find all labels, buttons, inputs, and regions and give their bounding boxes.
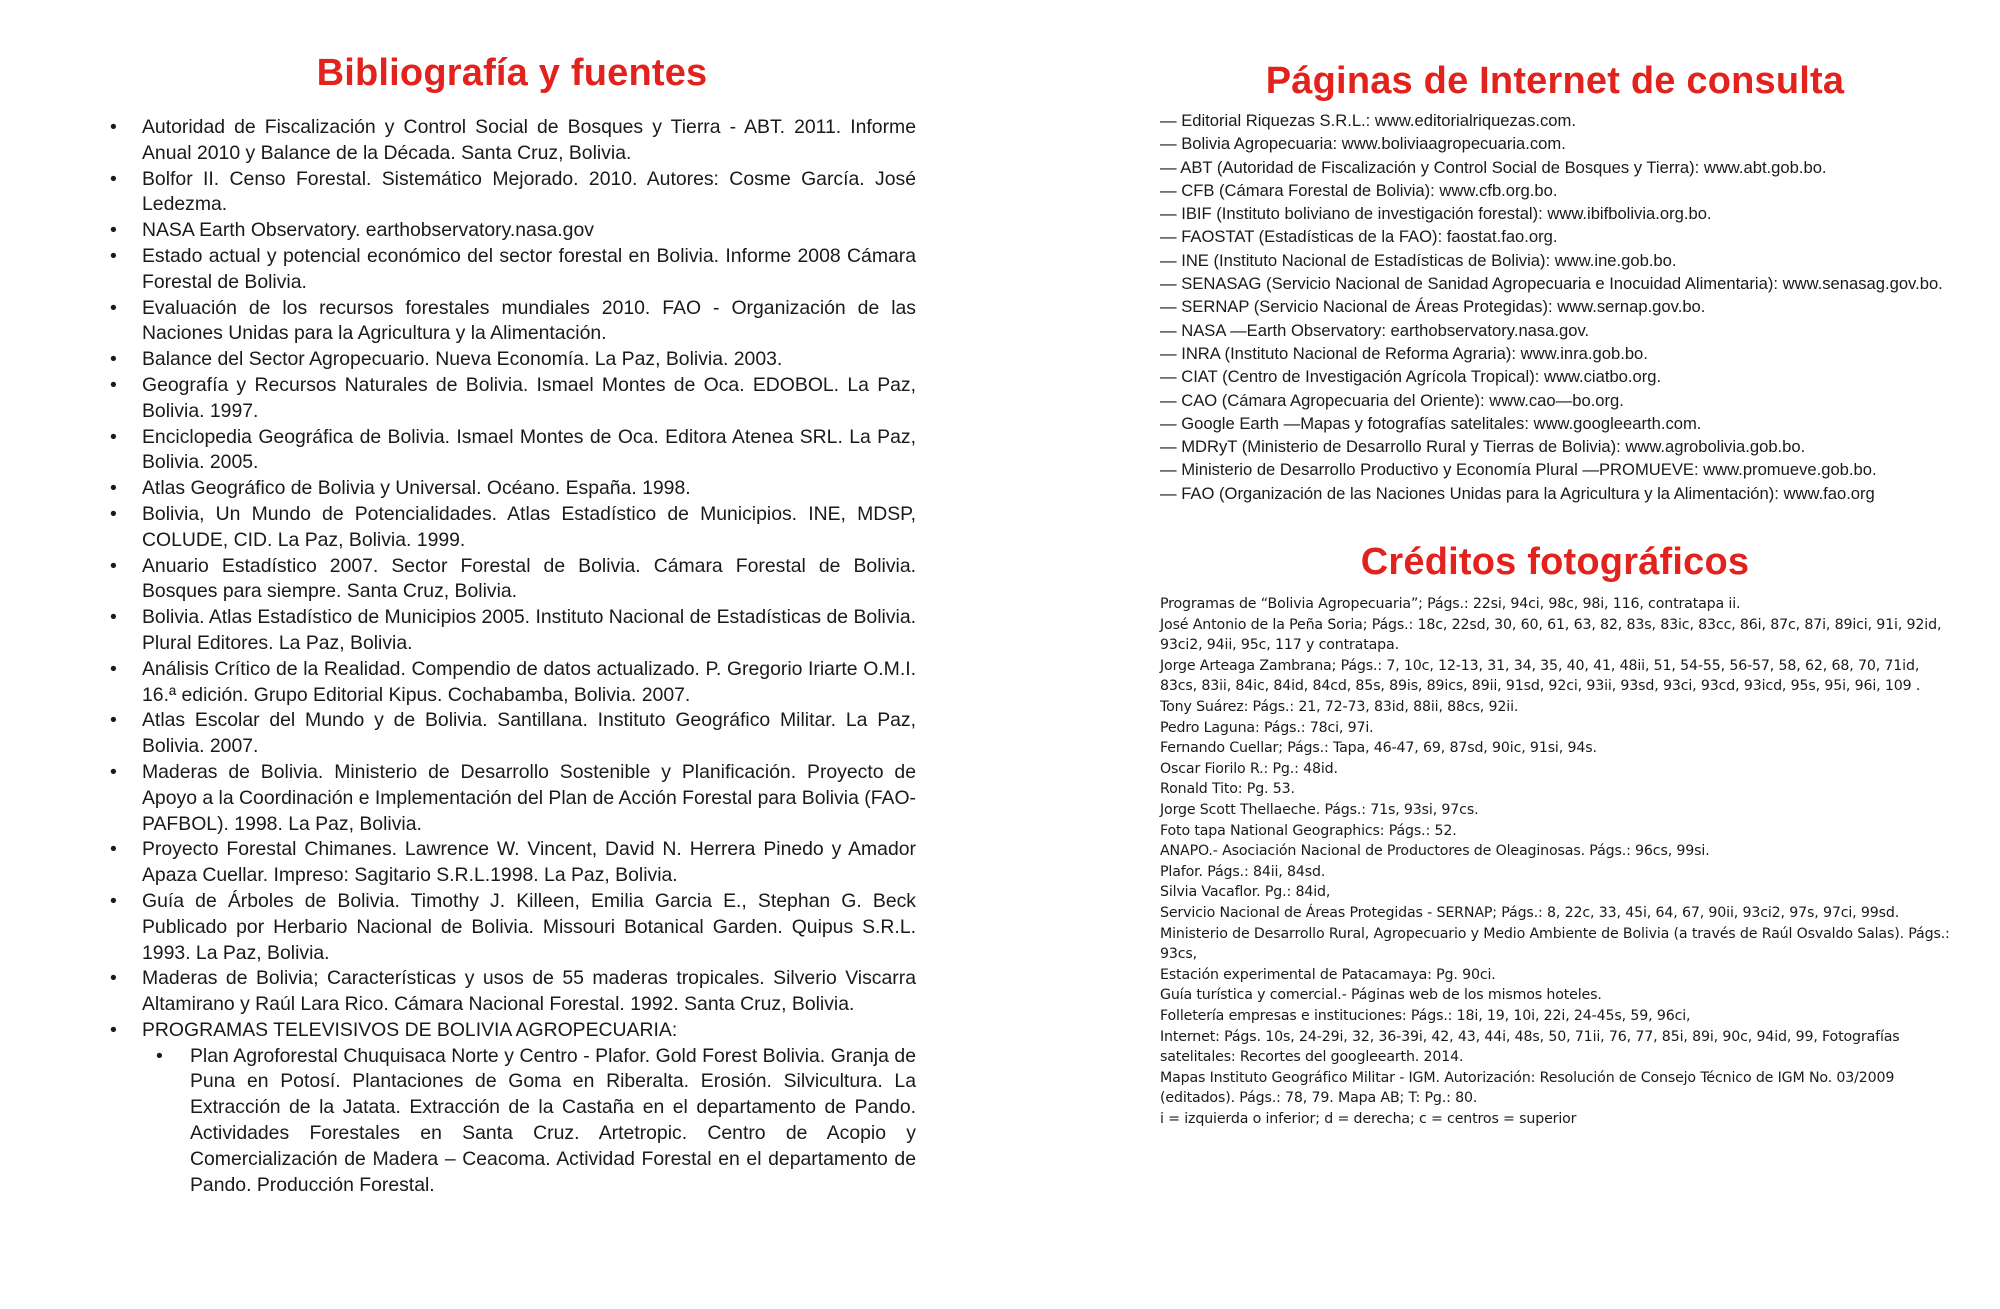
website-item: — Bolivia Agropecuaria: www.boliviaagropecuaria.com. [1160, 134, 1566, 154]
credit-line: Folletería empresas e instituciones: Págs.: 18i, 19, 10i, 22i, 24-45s, 59, 96ci, [1160, 1007, 1691, 1024]
credit-line: Jorge Arteaga Zambrana; Págs.: 7, 10c, 12-13, 31, 34, 35, 40, 41, 48ii, 51, 54-55, 56-57, 58, 62, 68, 70, 71id, 83cs, 83ii, 84ic, 84id, 84cd, 85s, 89is, 89ics, 89ii, 91sd, 92ci, 93ii, 93sd, 93ci, 93cd, 93icd, 95s, 95i, 96i, 109 . [1160, 657, 1921, 695]
bibliography-item: • Proyecto Forestal Chimanes. Lawrence W. Vincent, David N. Herrera Pinedo y Amador Apaza Cuellar. Impreso: Sagitario S.R.L.1998. La Paz, Bolivia. [108, 837, 916, 889]
bibliography-item: • Maderas de Bolivia. Ministerio de Desarrollo Sostenible y Planificación. Proyecto de Apoyo a la Coordinación e Implementación del Plan de Acción Forestal para Bolivia (FAO-PAFBOL). 1998. La Paz, Bolivia. [108, 760, 916, 837]
website-item: — FAOSTAT (Estadísticas de la FAO): faostat.fao.org. [1160, 227, 1558, 247]
credit-line: ANAPO.- Asociación Nacional de Productores de Oleaginosas. Págs.: 96cs, 99si. [1160, 843, 1710, 860]
bibliography-item: • Bolivia. Atlas Estadístico de Municipios 2005. Instituto Nacional de Estadísticas de Bolivia. Plural Editores. La Paz, Bolivia. [108, 605, 916, 657]
website-item: — Ministerio de Desarrollo Productivo y Economía Plural —PROMUEVE: www.promueve.gob.bo. [1160, 460, 1877, 480]
website-item: — INRA (Instituto Nacional de Reforma Agraria): www.inra.gob.bo. [1160, 343, 1648, 363]
bibliography-item: • Guía de Árboles de Bolivia. Timothy J. Killeen, Emilia Garcia E., Stephan G. Beck Publicado por Herbario Nacional de Bolivia. Missouri Botanical Garden. Quipus S.R.L. 1993. La Paz, Bolivia. [108, 889, 916, 966]
website-item: — CIAT (Centro de Investigación Agrícola Tropical): www.ciatbo.org. [1160, 367, 1662, 387]
credit-line: Ministerio de Desarrollo Rural, Agropecuario y Medio Ambiente de Bolivia (a través de Raúl Osvaldo Salas). Págs.: 93cs, [1160, 925, 1950, 963]
bibliography-item: • Bolivia, Un Mundo de Potencialidades. Atlas Estadístico de Municipios. INE, MDSP, COLUDE, CID. La Paz, Bolivia. 1999. [108, 502, 916, 554]
credit-line: Estación experimental de Patacamaya: Pg. 90ci. [1160, 966, 1496, 983]
bibliography-item: • Evaluación de los recursos forestales mundiales 2010. FAO - Organización de las Naciones Unidas para la Agricultura y la Alimentación. [108, 296, 916, 348]
tv-programs-subitem: • Plan Agroforestal Chuquisaca Norte y Centro - Plafor. Gold Forest Bolivia. Granja de Puna en Potosí. Plantaciones de Goma en Riberalta. Erosión. Silvicultura. La Extracción de la Jatata. Extracción de la Castaña en el departamento de Pando. Actividades Forestales en Santa Cruz. Artetropic. Centro de Acopio y Comercialización de Madera – Ceacoma. Actividad Forestal en el departamento de Pando. Producción Forestal. [142, 1044, 916, 1199]
tv-programs-sublist [142, 1044, 916, 1199]
bibliography-item: • Geografía y Recursos Naturales de Bolivia. Ismael Montes de Oca. EDOBOL. La Paz, Bolivia. 1997. [108, 373, 916, 425]
credit-line: Plafor. Págs.: 84ii, 84sd. [1160, 863, 1326, 880]
credit-line: Servicio Nacional de Áreas Protegidas - SERNAP; Págs.: 8, 22c, 33, 45i, 64, 67, 90ii, 93ci2, 97s, 97ci, 99sd. [1160, 904, 1900, 921]
credit-line: i = izquierda o inferior; d = derecha; c = centros = superior [1160, 1110, 1577, 1127]
website-item: — CAO (Cámara Agropecuaria del Oriente): www.cao—bo.org. [1160, 390, 1624, 410]
website-item: — INE (Instituto Nacional de Estadísticas de Bolivia): www.ine.gob.bo. [1160, 250, 1677, 270]
bibliography-title: Bibliografía y fuentes [316, 52, 708, 94]
website-item: — Editorial Riquezas S.R.L.: www.editorialriquezas.com. [1160, 111, 1576, 130]
credit-line: Mapas Instituto Geográfico Militar - IGM. Autorización: Resolución de Consejo Técnico de IGM No. 03/2009 (editados). Págs.: 78, 79. Mapa AB; T: Pg.: 80. [1160, 1069, 1895, 1107]
bibliography-column [108, 0, 916, 1309]
credit-line: Oscar Fiorilo R.: Pg.: 48id. [1160, 760, 1338, 777]
credit-line: Internet: Págs. 10s, 24-29i, 32, 36-39i, 42, 43, 44i, 48s, 50, 71ii, 76, 77, 85i, 89i, 90c, 94id, 99, Fotografías satelitales: Recortes del googleearth. 2014. [1160, 1028, 1900, 1066]
bibliography-item: • Balance del Sector Agropecuario. Nueva Economía. La Paz, Bolivia. 2003. [108, 347, 916, 373]
bibliography-list [108, 115, 916, 1198]
bibliography-item: • Enciclopedia Geográfica de Bolivia. Ismael Montes de Oca. Editora Atenea SRL. La Paz, Bolivia. 2005. [108, 425, 916, 477]
credit-line: Tony Suárez: Págs.: 21, 72-73, 83id, 88ii, 88cs, 92ii. [1160, 699, 1519, 716]
internet-pages-title: Páginas de Internet de consulta [1265, 60, 1845, 102]
bibliography-item-tv-programs [108, 1018, 916, 1199]
photo-credits-title: Créditos fotográficos [1360, 541, 1750, 584]
bibliography-item: • Maderas de Bolivia; Características y usos de 55 maderas tropicales. Silverio Viscarra Altamirano y Raúl Lara Rico. Cámara Nacional Forestal. 1992. Santa Cruz, Bolivia. [108, 966, 916, 1018]
credit-line: Pedro Laguna: Págs.: 78ci, 97i. [1160, 719, 1374, 736]
photo-credits-list [1160, 594, 1950, 1129]
credit-line: Foto tapa National Geographics: Págs.: 52. [1160, 822, 1457, 839]
credit-line: Fernando Cuellar; Págs.: Tapa, 46-47, 69, 87sd, 90ic, 91si, 94s. [1160, 740, 1597, 757]
website-item: — SERNAP (Servicio Nacional de Áreas Protegidas): www.sernap.gov.bo. [1160, 297, 1706, 317]
bibliography-item: • Autoridad de Fiscalización y Control Social de Bosques y Tierra - ABT. 2011. Informe Anual 2010 y Balance de la Década. Santa Cruz, Bolivia. [108, 115, 916, 167]
credit-line: José Antonio de la Peña Soria; Págs.: 18c, 22sd, 30, 60, 61, 63, 82, 83s, 83ic, 83cc, 86i, 87c, 87i, 89ici, 91i, 92id, 93ci2, 94ii, 95c, 117 y contratapa. [1160, 616, 1942, 654]
tv-programs-heading: PROGRAMAS TELEVISIVOS DE BOLIVIA AGROPECUARIA: [142, 1018, 678, 1041]
website-item: — SENASAG (Servicio Nacional de Sanidad Agropecuaria e Inocuidad Alimentaria): www.senasag.gov.bo. [1160, 274, 1943, 294]
bibliography-item: • Anuario Estadístico 2007. Sector Forestal de Bolivia. Cámara Forestal de Bolivia. Bosques para siempre. Santa Cruz, Bolivia. [108, 554, 916, 606]
website-item: — FAO (Organización de las Naciones Unidas para la Agricultura y la Alimentación): www.fao.org [1160, 483, 1875, 503]
websites-list [1160, 109, 1950, 505]
website-item: — ABT (Autoridad de Fiscalización y Control Social de Bosques y Tierra): www.abt.gob.bo. [1160, 157, 1827, 177]
bibliography-item: • NASA Earth Observatory. earthobservatory.nasa.gov [108, 218, 916, 244]
bibliography-item: • Atlas Escolar del Mundo y de Bolivia. Santillana. Instituto Geográfico Militar. La Paz, Bolivia. 2007. [108, 708, 916, 760]
website-item: — MDRyT (Ministerio de Desarrollo Rural y Tierras de Bolivia): www.agrobolivia.gob.bo. [1160, 437, 1806, 457]
credit-line: Guía turística y comercial.- Páginas web de los mismos hoteles. [1160, 987, 1602, 1004]
website-item: — Google Earth —Mapas y fotografías satelitales: www.googleearth.com. [1160, 413, 1702, 433]
website-item: — NASA —Earth Observatory: earthobservatory.nasa.gov. [1160, 320, 1590, 340]
credit-line: Silvia Vacaflor. Pg.: 84id, [1160, 884, 1331, 901]
credit-line: Programas de “Bolivia Agropecuaria”; Págs.: 22si, 94ci, 98c, 98i, 116, contratapa ii. [1160, 596, 1741, 613]
bibliography-item: • Atlas Geográfico de Bolivia y Universal. Océano. España. 1998. [108, 476, 916, 502]
bibliography-item: • Estado actual y potencial económico del sector forestal en Bolivia. Informe 2008 Cámara Forestal de Bolivia. [108, 244, 916, 296]
credit-line: Ronald Tito: Pg. 53. [1160, 781, 1295, 798]
credit-line: Jorge Scott Thellaeche. Págs.: 71s, 93si, 97cs. [1160, 801, 1479, 818]
web-and-credits-column [1160, 0, 1950, 1309]
website-item: — IBIF (Instituto boliviano de investigación forestal): www.ibifbolivia.org.bo. [1160, 204, 1712, 224]
website-item: — CFB (Cámara Forestal de Bolivia): www.cfb.org.bo. [1160, 180, 1558, 200]
bibliography-item: • Análisis Crítico de la Realidad. Compendio de datos actualizado. P. Gregorio Iriarte O.M.I. 16.ª edición. Grupo Editorial Kipus. Cochabamba, Bolivia. 2007. [108, 657, 916, 709]
bibliography-item: • Bolfor II. Censo Forestal. Sistemático Mejorado. 2010. Autores: Cosme García. José Ledezma. [108, 167, 916, 219]
